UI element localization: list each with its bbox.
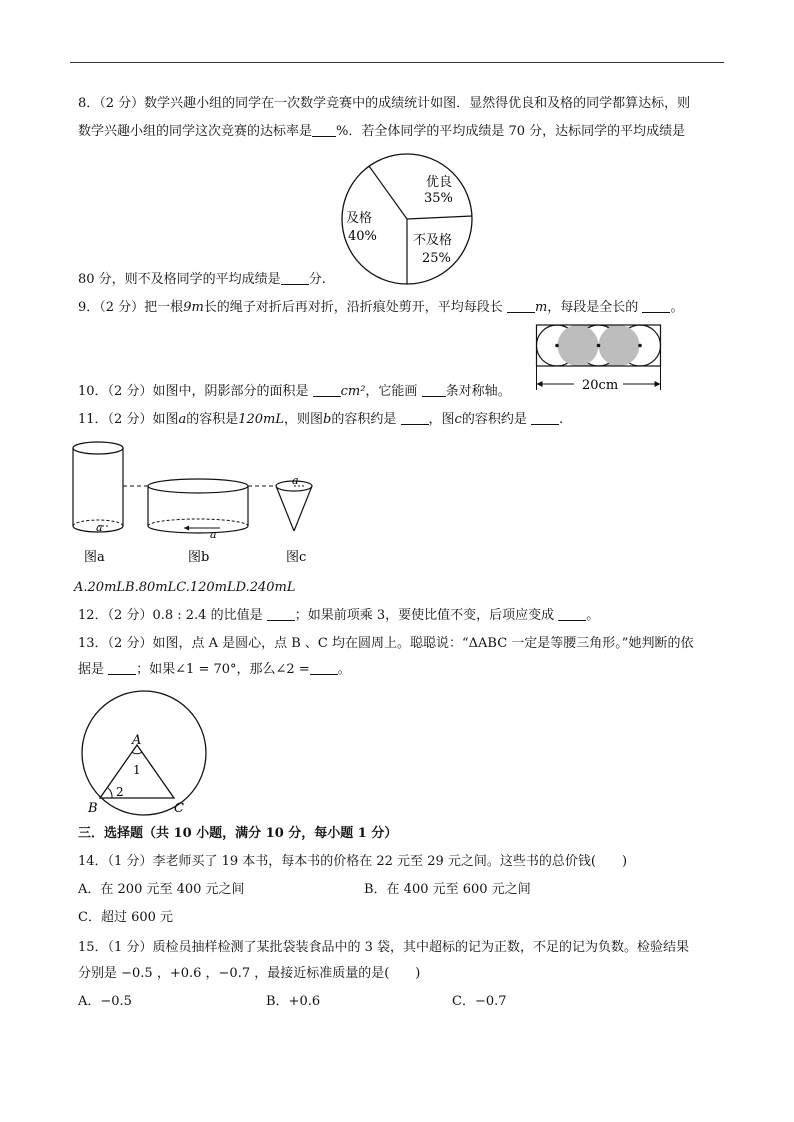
q14-stem: 14．（1 分）李老师买了 19 本书，每本书的价格在 22 元至 29 元之间。这些书的总价钱( ) xyxy=(78,854,628,869)
q11-text-g: . xyxy=(558,412,564,427)
q11-text-b: 的容积是 xyxy=(186,412,239,427)
pie-label-bujige: 不及格 xyxy=(413,233,453,248)
q10-unit: cm² xyxy=(340,384,366,399)
q10-dimension-label: 20cm xyxy=(582,378,619,393)
fig-b-radius-label: a xyxy=(210,528,217,541)
q15-option-c[interactable]: C．−0.7 xyxy=(452,994,507,1009)
header-rule xyxy=(70,62,724,63)
q10-figure xyxy=(534,322,664,394)
fig-c-caption: 图c xyxy=(286,550,307,565)
angle-1-label: 1 xyxy=(133,763,141,777)
q8-line2b: %．若全体同学的平均成绩是 70 分，达标同学的平均成绩是 xyxy=(336,124,686,139)
q9-text-b: 长的绳子对折后再对折，沿折痕处剪开，平均每段长 xyxy=(203,300,503,315)
q8-line3b: 分. xyxy=(308,272,326,287)
q11-text-e: ，图 xyxy=(428,412,455,427)
q12-blank2[interactable] xyxy=(558,608,586,621)
q8-blank1[interactable] xyxy=(312,124,336,137)
pie-pct-youliang: 35% xyxy=(424,191,453,206)
fig-a-radius-label: a xyxy=(96,521,103,534)
q13-line2 xyxy=(78,662,351,678)
q12-blank1[interactable] xyxy=(267,608,295,621)
q11-blank2[interactable] xyxy=(531,412,559,425)
q13-circle-figure xyxy=(74,690,234,815)
q10-blank2[interactable] xyxy=(422,384,446,397)
q9-line xyxy=(78,300,683,316)
q13-line1: 13．（2 分）如图，点 A 是圆心，点 B 、C 均在圆周上。聪聪说：“ΔABC 一定是等腰三角形。”她判断的依 xyxy=(78,636,694,651)
point-c-label: C xyxy=(174,801,184,816)
pie-pct-bujige: 25% xyxy=(422,251,451,266)
q11-fig-a-ref: a xyxy=(178,412,187,427)
pie-label-youliang: 优良 xyxy=(426,175,453,190)
q13-blank1[interactable] xyxy=(108,662,136,675)
q9-blank1[interactable] xyxy=(507,300,535,313)
q11-text-c: ，则图 xyxy=(284,412,324,427)
pie-pct-jige: 40% xyxy=(348,229,377,244)
q13-text-a: 据是 xyxy=(78,662,105,677)
q15-option-b[interactable]: B．+0.6 xyxy=(266,994,321,1009)
q9-blank2[interactable] xyxy=(642,300,670,313)
q8-line1: 8．（2 分）数学兴趣小组的同学在一次数学竞赛中的成绩统计如图．显然得优良和及格的同学都算达标，则 xyxy=(78,96,691,111)
q9-unit: m xyxy=(534,300,548,315)
q10-line xyxy=(78,384,511,400)
q10-blank1[interactable] xyxy=(313,384,341,397)
q8-pie-chart xyxy=(340,152,474,286)
fig-a-caption: 图a xyxy=(84,550,105,565)
q10-text-c: 条对称轴。 xyxy=(445,384,511,399)
q11-text-a: 11．（2 分）如图 xyxy=(78,412,179,427)
q11-volume: 120mL xyxy=(238,412,285,427)
fig-c-radius-label: a xyxy=(292,474,299,487)
q8-line2 xyxy=(78,124,685,140)
q12-text-c: 。 xyxy=(586,608,600,623)
q13-blank2[interactable] xyxy=(310,662,338,675)
q13-text-c: 。 xyxy=(337,662,351,677)
q12-text-a: 12．（2 分）0.8 : 2.4 的比值是 xyxy=(78,608,263,623)
q9-text-a: 9．（2 分）把一根 xyxy=(78,300,184,315)
q11-figures xyxy=(70,436,340,576)
q14-option-a[interactable]: A．在 200 元至 400 元之间 xyxy=(78,882,245,897)
q15-line1: 15．（1 分）质检员抽样检测了某批袋装食品中的 3 袋，其中超标的记为正数，不足的记为负数。检验结果 xyxy=(78,940,689,955)
q8-line3 xyxy=(78,272,326,288)
q12-line xyxy=(78,608,599,624)
q9-length: 9m xyxy=(183,300,204,315)
q11-options[interactable]: A.20mLB.80mLC.120mLD.240mL xyxy=(74,580,296,595)
angle-2-label: 2 xyxy=(116,785,124,799)
q11-blank1[interactable] xyxy=(401,412,429,425)
q13-text-b: ；如果∠1 = 70°，那么∠2 = xyxy=(136,662,310,677)
q11-line xyxy=(78,412,563,428)
section3-title: 三．选择题（共 10 小题，满分 10 分，每小题 1 分） xyxy=(78,826,398,841)
pie-label-jige: 及格 xyxy=(346,211,373,226)
q15-line2: 分别是 −0.5 ，+0.6 ，−0.7 ，最接近标准质量的是( ) xyxy=(78,966,421,981)
q11-text-d: 的容积约是 xyxy=(331,412,397,427)
q8-line2a: 数学兴趣小组的同学这次竞赛的达标率是 xyxy=(78,124,313,139)
q9-text-c: ，每段是全长的 xyxy=(547,300,639,315)
fig-b-caption: 图b xyxy=(188,550,210,565)
q14-option-c[interactable]: C．超过 600 元 xyxy=(78,910,174,925)
point-a-label: A xyxy=(132,733,142,748)
q11-fig-c-ref: c xyxy=(454,412,462,427)
q12-text-b: ；如果前项乘 3，要使比值不变，后项应变成 xyxy=(294,608,555,623)
q11-fig-b-ref: b xyxy=(323,412,332,427)
q15-option-a[interactable]: A．−0.5 xyxy=(78,994,132,1009)
q10-text-a: 10．（2 分）如图中，阴影部分的面积是 xyxy=(78,384,309,399)
point-b-label: B xyxy=(88,801,98,816)
q8-line3a: 80 分，则不及格同学的平均成绩是 xyxy=(78,272,281,287)
q14-option-b[interactable]: B．在 400 元至 600 元之间 xyxy=(364,882,531,897)
q8-blank2[interactable] xyxy=(281,272,309,285)
q10-text-b: ，它能画 xyxy=(365,384,418,399)
q11-text-f: 的容积约是 xyxy=(461,412,527,427)
q9-text-d: 。 xyxy=(670,300,684,315)
